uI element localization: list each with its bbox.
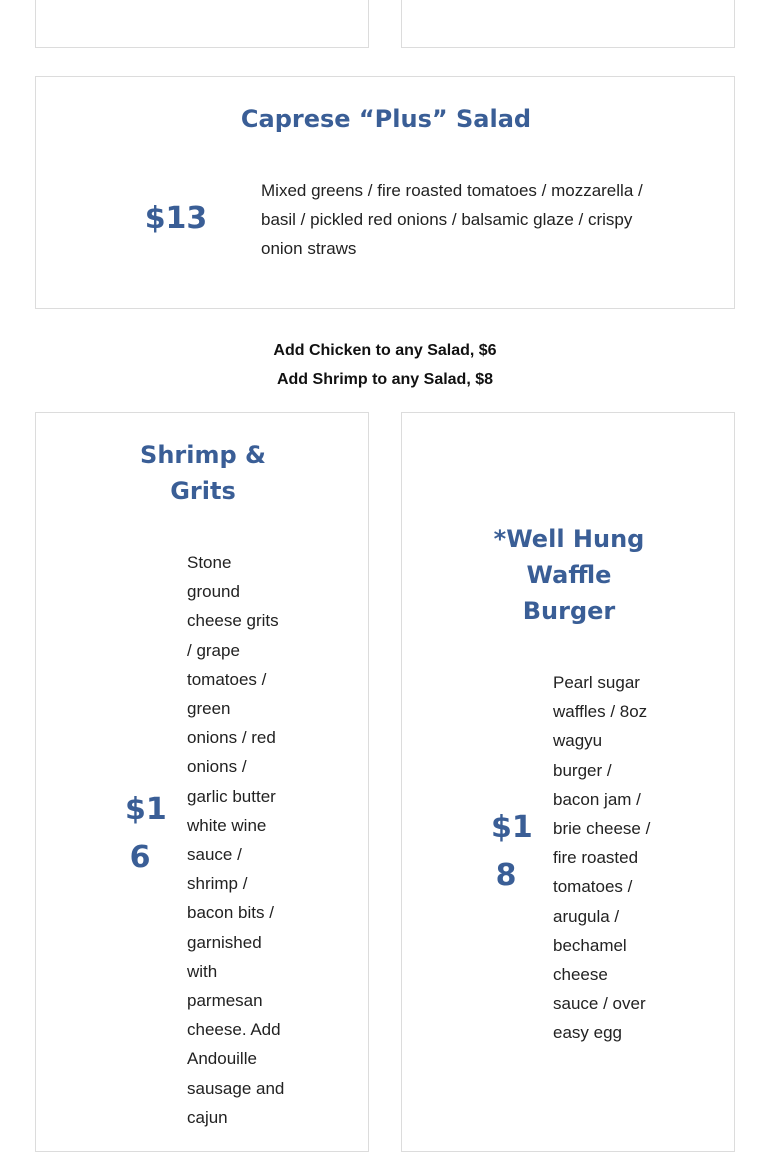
item-title: Shrimp & Grits	[140, 441, 266, 505]
item-price: $16	[125, 792, 167, 875]
item-description: Mixed greens / fire roasted tomatoes / mozzarella / basil / pickled red onions / balsamic glaze / crispy onion straws	[261, 181, 643, 259]
item-price: $13	[144, 201, 208, 236]
item-price: $18	[491, 810, 533, 893]
menu-card-waffle-burger	[401, 412, 735, 1152]
item-description: Stone ground cheese grits / grape tomatoes / green onions / red onions / garlic butter white wine sauce / shrimp / bacon bits / garnished with parmesan cheese. Add Andouille sausage and cajun	[187, 553, 285, 1127]
menu-card-caprese	[35, 76, 735, 309]
addon-shrimp-note: Add Shrimp to any Salad, $8	[276, 371, 494, 388]
item-description: Pearl sugar waffles / 8oz wagyu burger / bacon jam / brie cheese / fire roasted tomatoes / arugula / bechamel cheese sauce / over easy egg	[553, 673, 651, 1043]
menu-card-partial-right	[401, 0, 735, 48]
menu-card-partial-left	[35, 0, 369, 48]
item-title: *Well Hung Waffle Burger	[493, 525, 645, 625]
addon-chicken-note: Add Chicken to any Salad, $6	[273, 342, 497, 359]
menu-card-shrimp-grits	[35, 412, 369, 1152]
item-title: Caprese “Plus” Salad	[240, 105, 532, 133]
